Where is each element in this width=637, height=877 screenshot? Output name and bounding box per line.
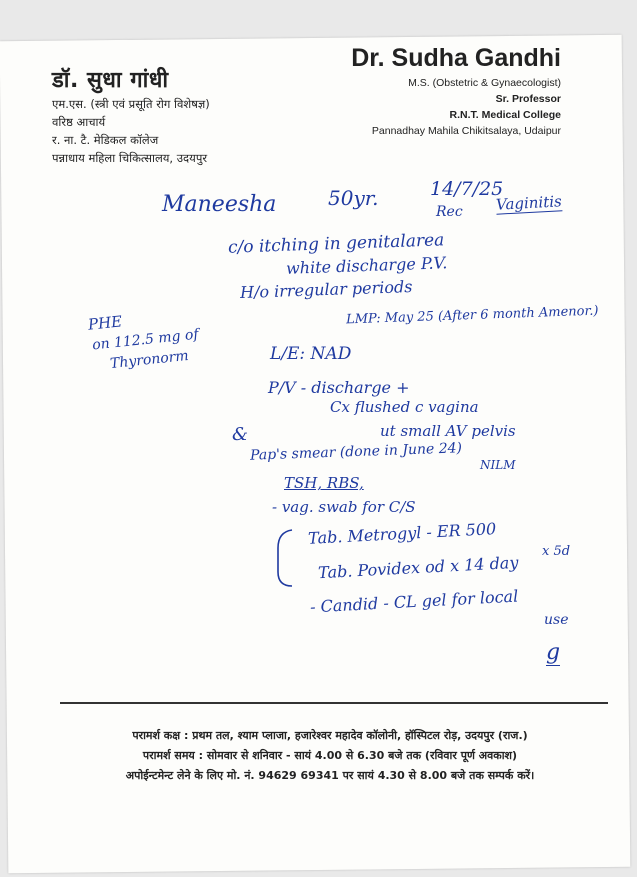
med-povidex: Tab. Povidex od x 14 day bbox=[317, 552, 519, 583]
med-metrogyl: Tab. Metrogyl - ER 500 bbox=[307, 519, 497, 548]
visit-date: 14/7/25 bbox=[430, 178, 504, 200]
footer-appointment: अपोईन्टमेन्ट लेने के लिए मो. नं. 94629 69341 पर सायं 4.30 से 8.00 बजे तक सम्पर्क करें। bbox=[125, 769, 535, 782]
footer-divider bbox=[60, 702, 608, 704]
exam-cx: Cx flushed c vagina bbox=[330, 398, 479, 416]
complaint-1: c/o itching in genitalarea bbox=[227, 230, 445, 258]
hospital-english: Pannadhay Mahila Chikitsalaya, Udaipur bbox=[371, 125, 561, 137]
designation-hindi: वरिष्ठ आचार्य bbox=[52, 115, 106, 129]
signature: g bbox=[546, 640, 561, 665]
hospital-hindi: पन्नाधाय महिला चिकित्सालय, उदयपुर bbox=[52, 151, 208, 165]
letterhead-english bbox=[351, 44, 561, 137]
footer-address: परामर्श कक्ष : प्रथम तल, श्याम प्लाजा, हजारेश्वर महादेव कॉलोनी, हॉस्पिटल रोड़, उदयपुर (राज.) bbox=[132, 729, 528, 742]
investigation-tsh: TSH, RBS, bbox=[284, 474, 364, 492]
side-note-2: on 112.5 mg of bbox=[91, 326, 200, 354]
diagnosis: Vaginitis bbox=[495, 192, 563, 214]
exam-le: L/E: NAD bbox=[270, 344, 352, 364]
exam-ut: ut small AV pelvis bbox=[380, 422, 516, 440]
complaint-3: H/o irregular periods bbox=[239, 276, 413, 303]
college-english: R.N.T. Medical College bbox=[449, 109, 561, 121]
rec-label: Rec bbox=[436, 204, 463, 220]
med-candid-use: use bbox=[544, 612, 569, 628]
complaint-2: white discharge P.V. bbox=[285, 253, 448, 278]
lmp: LMP: May 25 (After 6 month Amenor.) bbox=[345, 303, 599, 328]
side-note-3: Thyronorm bbox=[109, 347, 190, 373]
investigation-nilm: NILM bbox=[480, 458, 516, 472]
patient-name: Maneesha bbox=[162, 192, 277, 217]
medication-bracket bbox=[272, 528, 296, 590]
qualification-hindi: एम.एस. (स्त्री एवं प्रसूति रोग विशेषज्ञ) bbox=[52, 97, 210, 111]
patient-age: 50yr. bbox=[328, 186, 379, 210]
college-hindi: र. ना. टै. मेडिकल कॉलेज bbox=[52, 133, 159, 147]
investigation-pap: Pap's smear (done in June 24) bbox=[249, 440, 463, 464]
investigation-swab: - vag. swab for C/S bbox=[272, 498, 416, 516]
letterhead-hindi bbox=[52, 64, 210, 166]
exam-pv: P/V - discharge + bbox=[268, 378, 410, 397]
doctor-name-hindi: डॉ. सुधा गांधी bbox=[52, 68, 169, 93]
designation-english: Sr. Professor bbox=[495, 93, 561, 105]
med-candid: - Candid - CL gel for local bbox=[309, 586, 519, 617]
doctor-name-english: Dr. Sudha Gandhi bbox=[351, 44, 561, 72]
med-metrogyl-duration: x 5d bbox=[542, 544, 571, 559]
investigations-mark: & bbox=[232, 424, 249, 445]
qualification-english: M.S. (Obstetric & Gynaecologist) bbox=[408, 77, 561, 89]
side-note-1: PHE bbox=[87, 312, 123, 334]
footer-timing: परामर्श समय : सोमवार से शनिवार - सायं 4.00 से 6.30 बजे तक (रविवार पूर्ण अवकाश) bbox=[142, 749, 518, 762]
